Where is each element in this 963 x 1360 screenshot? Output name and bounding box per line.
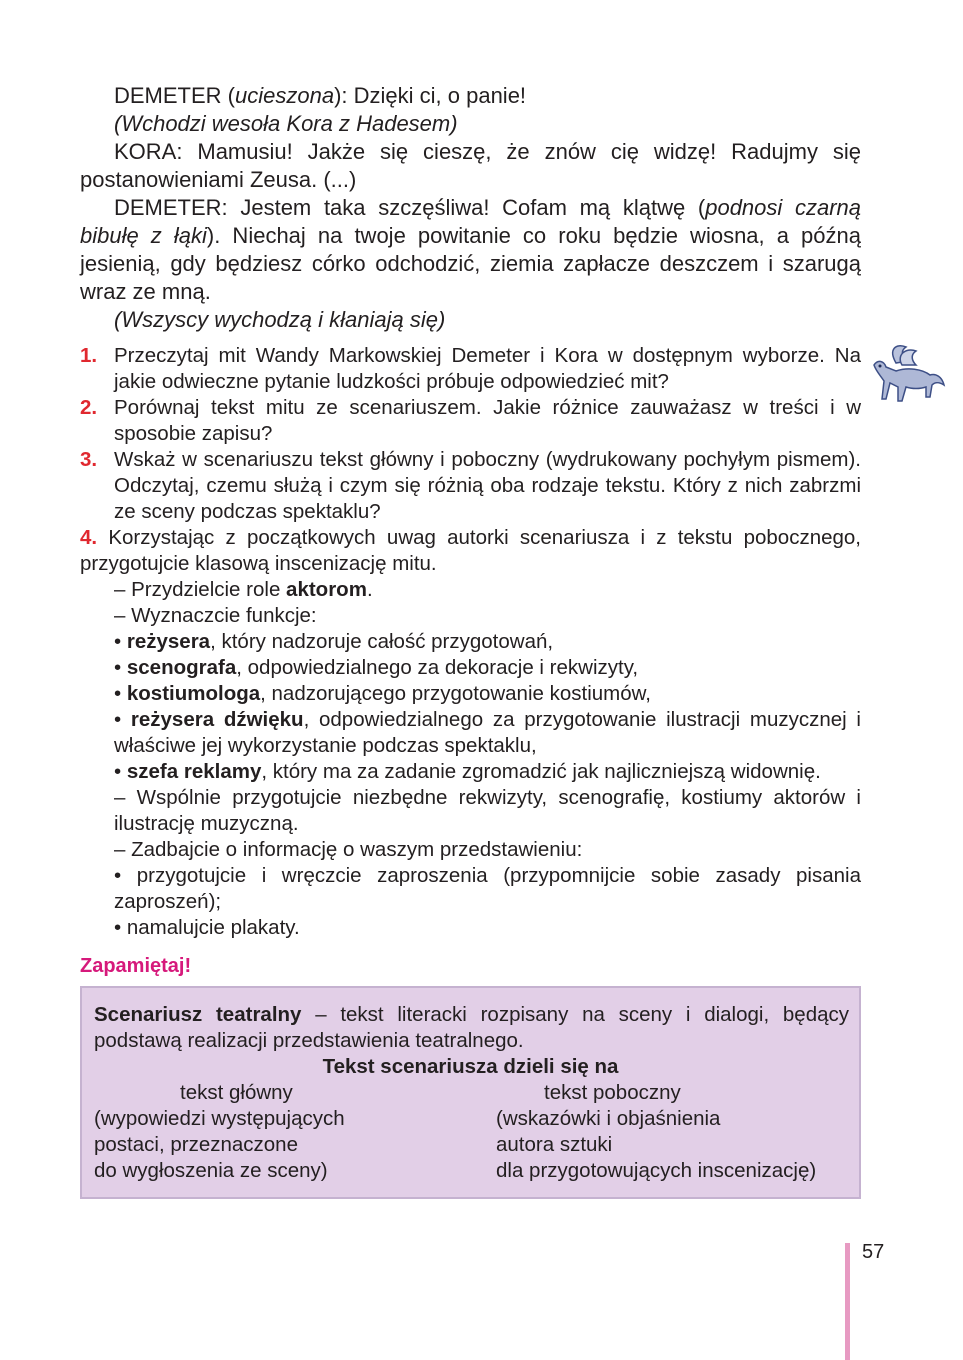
bold-term: kostiumologa [126,682,261,705]
function-item: • reżysera dźwięku, odpowiedzialnego za przygotowanie ilustracji muzycznej i właściwe jej wykorzystanie podczas spektaklu, [114,708,861,757]
function-item: • reżysera, który nadzoruje całość przygotowań, [114,630,554,653]
task-2 [80,395,861,447]
bold-term: aktorom [286,578,367,601]
side-text-column [496,1080,856,1184]
bold-term: reżysera dźwięku [130,708,304,731]
info-item-posters: • namalujcie plakaty. [114,916,300,939]
dialogue-text: ): Dzięki ci, o panie! [334,83,527,108]
page-margin-rule [845,1243,850,1360]
column-line: dla przygotowujących inscenizację) [496,1159,817,1182]
task-list [80,343,861,941]
task-4-roles: – Przydzielcie role aktorom. [114,578,373,601]
column-line: autora sztuki [496,1133,613,1156]
info-item-invitations: • przygotujcie i wręczcie zaproszenia (przypomnijcie sobie zasady pisania zaproszeń); [114,864,861,913]
kora-line: KORA: Mamusiu! Jakże się cieszę, że znów cię widzę! Radujmy się postanowieniami Zeusa. (...) [80,139,861,192]
dialogue-text: ). Niechaj na twoje powitanie co roku będzie wiosna, a późną jesienią, gdy będziesz córko odchodzić, ziemia zapłacze deszczem i szarugą wraz ze mną. [80,223,862,304]
script-excerpt [80,82,861,334]
task-4-props: – Wspólnie przygotujcie niezbędne rekwizyty, scenografię, kostiumy aktorów i ilustrację muzyczną. [114,786,861,835]
stage-direction-2: (Wszyscy wychodzą i kłaniają się) [114,307,446,332]
task-number: 1. [80,344,98,367]
function-item: • kostiumologa, nadzorującego przygotowanie kostiumów, [114,682,652,705]
task-number: 4. [80,526,98,549]
bold-term: Scenariusz teatralny [94,1003,302,1026]
function-item: • szefa reklamy, który ma za zadanie zgromadzić jak najliczniejszą widownię. [114,760,821,783]
column-line: postaci, przeznaczone [94,1133,298,1156]
task-1 [80,343,861,395]
column-title: tekst główny [180,1081,293,1104]
bold-term: scenografa [126,656,237,679]
task-text: Porównaj tekst mitu ze scenariuszem. Jakie różnice zauważasz w treści i w sposobie zapisu? [114,396,861,445]
stage-direction-1: (Wchodzi wesoła Kora z Hadesem) [114,111,458,136]
definition-box [80,986,861,1199]
dialogue-text: DEMETER: Jestem taka szczęśliwa! Cofam mą klątwę ( [114,195,706,220]
task-4 [80,525,861,577]
column-line: (wskazówki i objaśnienia [496,1107,721,1130]
task-text: Korzystając z początkowych uwag autorki scenariusza i z tekstu pobocznego, przygotujcie klasową inscenizację mitu. [80,526,862,575]
bold-term: reżysera [126,630,211,653]
box-heading: Tekst scenariusza dzieli się na [322,1055,619,1078]
stage-direction: podnosi czarną bibułę z łąki [80,195,861,248]
task-4-functions: – Wyznaczcie funkcje: [114,604,317,627]
definition-text: Scenariusz teatralny – tekst literacki rozpisany na sceny i dialogi, będący podstawą realizacji przedstawienia teatralnego. [94,1003,850,1052]
column-line: (wypowiedzi występujących [94,1107,345,1130]
speaker-text: DEMETER ( [114,83,235,108]
function-item: • scenografa, odpowiedzialnego za dekoracje i rekwizyty, [114,656,639,679]
remember-heading: Zapamiętaj! [80,955,192,977]
demeter-line-2 [80,194,861,306]
stage-direction: ucieszona [235,83,335,108]
task-4-info: – Zadbajcie o informację o waszym przedstawieniu: [114,838,583,861]
task-text: Przeczytaj mit Wandy Markowskiej Demeter i Kora w dostępnym wyborze. Na jakie odwieczne pytanie ludzkości próbuje odpowiedzieć mit? [114,344,861,393]
task-number: 3. [80,448,98,471]
task-text: Wskaż w scenariuszu tekst główny i poboczny (wydrukowany pochyłym pismem). Odczytaj, czemu służą i czym się różnią oba rodzaje tekstu. Który z nich zabrzmi ze sceny podczas spektaklu? [114,448,861,523]
main-text-column [94,1080,484,1184]
task-number: 2. [80,396,98,419]
page-number: 57 [862,1241,885,1263]
bold-term: szefa reklamy [126,760,262,783]
task-3 [80,447,861,525]
pegasus-icon [866,341,946,411]
demeter-line-1 [80,82,861,110]
column-title: tekst poboczny [544,1081,681,1104]
column-line: do wygłoszenia ze sceny) [94,1159,328,1182]
